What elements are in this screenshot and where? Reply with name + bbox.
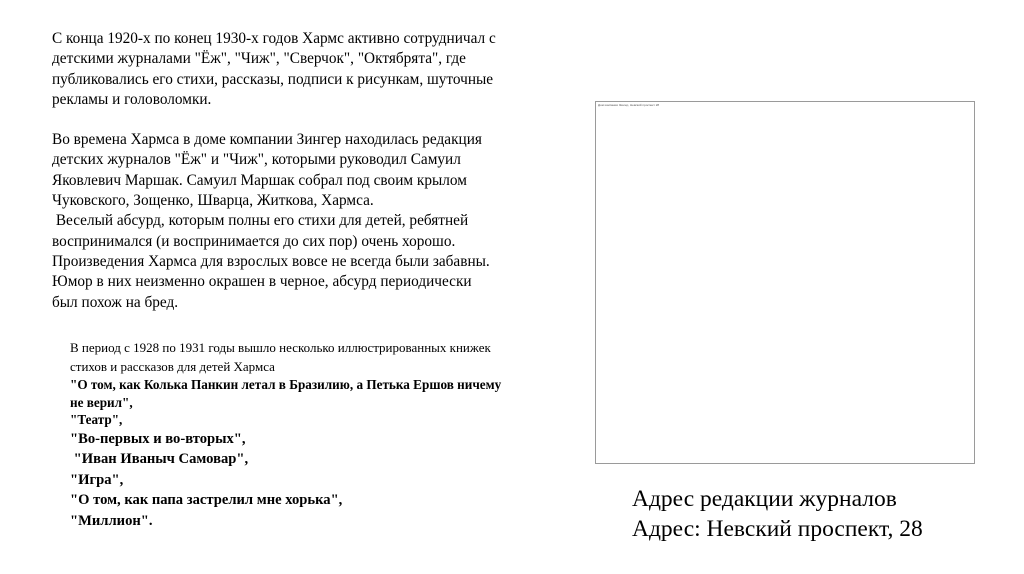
address-line-2: Адрес: Невский проспект, 28	[632, 516, 923, 542]
text-line: рекламы и головоломки.	[52, 90, 212, 108]
book-title: "Иван Иваныч Самовар",	[70, 451, 249, 467]
book-title: "Игра",	[70, 471, 124, 488]
paragraph-gap	[52, 110, 572, 130]
text-line: Яковлевич Маршак. Самуил Маршак собрал под своим крылом	[52, 171, 467, 189]
book-title: "Во-первых и во-вторых",	[70, 430, 246, 447]
text-line: детских журналов "Ёж" и "Чиж", которыми руководил Самуил	[52, 151, 461, 169]
text-line: С конца 1920-х по конец 1930-х годов Хармс активно сотрудничал с	[52, 30, 496, 47]
book-title: "О том, как папа застрелил мне хорька",	[70, 492, 343, 508]
book-title: "Театр",	[70, 412, 123, 427]
text-line: Во времена Хармса в доме компании Зингер находилась редакция	[52, 131, 482, 149]
address-line-1: Адрес редакции журналов	[632, 486, 897, 512]
text-line: публиковались его стихи, рассказы, подписи к рисункам, шуточные	[52, 70, 494, 88]
text-line: детскими журналами "Ёж", "Чиж", "Сверчок", "Октябрята", где	[52, 50, 466, 68]
books-list	[70, 339, 570, 531]
text-line: Веселый абсурд, которым полны его стихи для детей, ребятней	[52, 212, 469, 230]
books-intro-line: В период с 1928 по 1931 годы вышло несколько иллюстрированных книжек	[70, 340, 491, 355]
main-text-block	[52, 29, 572, 313]
text-line: был похож на бред.	[52, 293, 179, 311]
image-caption: Дом компании Зингер, Невский проспект 28	[598, 103, 660, 107]
text-line: Юмор в них неизменно окрашен в черное, абсурд периодически	[52, 273, 472, 291]
books-intro-line: стихов и рассказов для детей Хармса	[70, 358, 275, 374]
image-placeholder	[595, 101, 975, 464]
book-title: "Миллион".	[70, 512, 153, 529]
text-line: воспринимался (и воспринимается до сих пор) очень хорошо.	[52, 232, 456, 250]
text-line: Произведения Хармса для взрослых вовсе не всегда были забавны.	[52, 252, 490, 270]
text-line: Чуковского, Зощенко, Шварца, Житкова, Хармса.	[52, 192, 374, 210]
book-title: "О том, как Колька Панкин летал в Бразилию, а Петька Ершов ничему	[70, 377, 502, 392]
book-title: не верил",	[70, 394, 133, 410]
address-block	[632, 484, 923, 544]
